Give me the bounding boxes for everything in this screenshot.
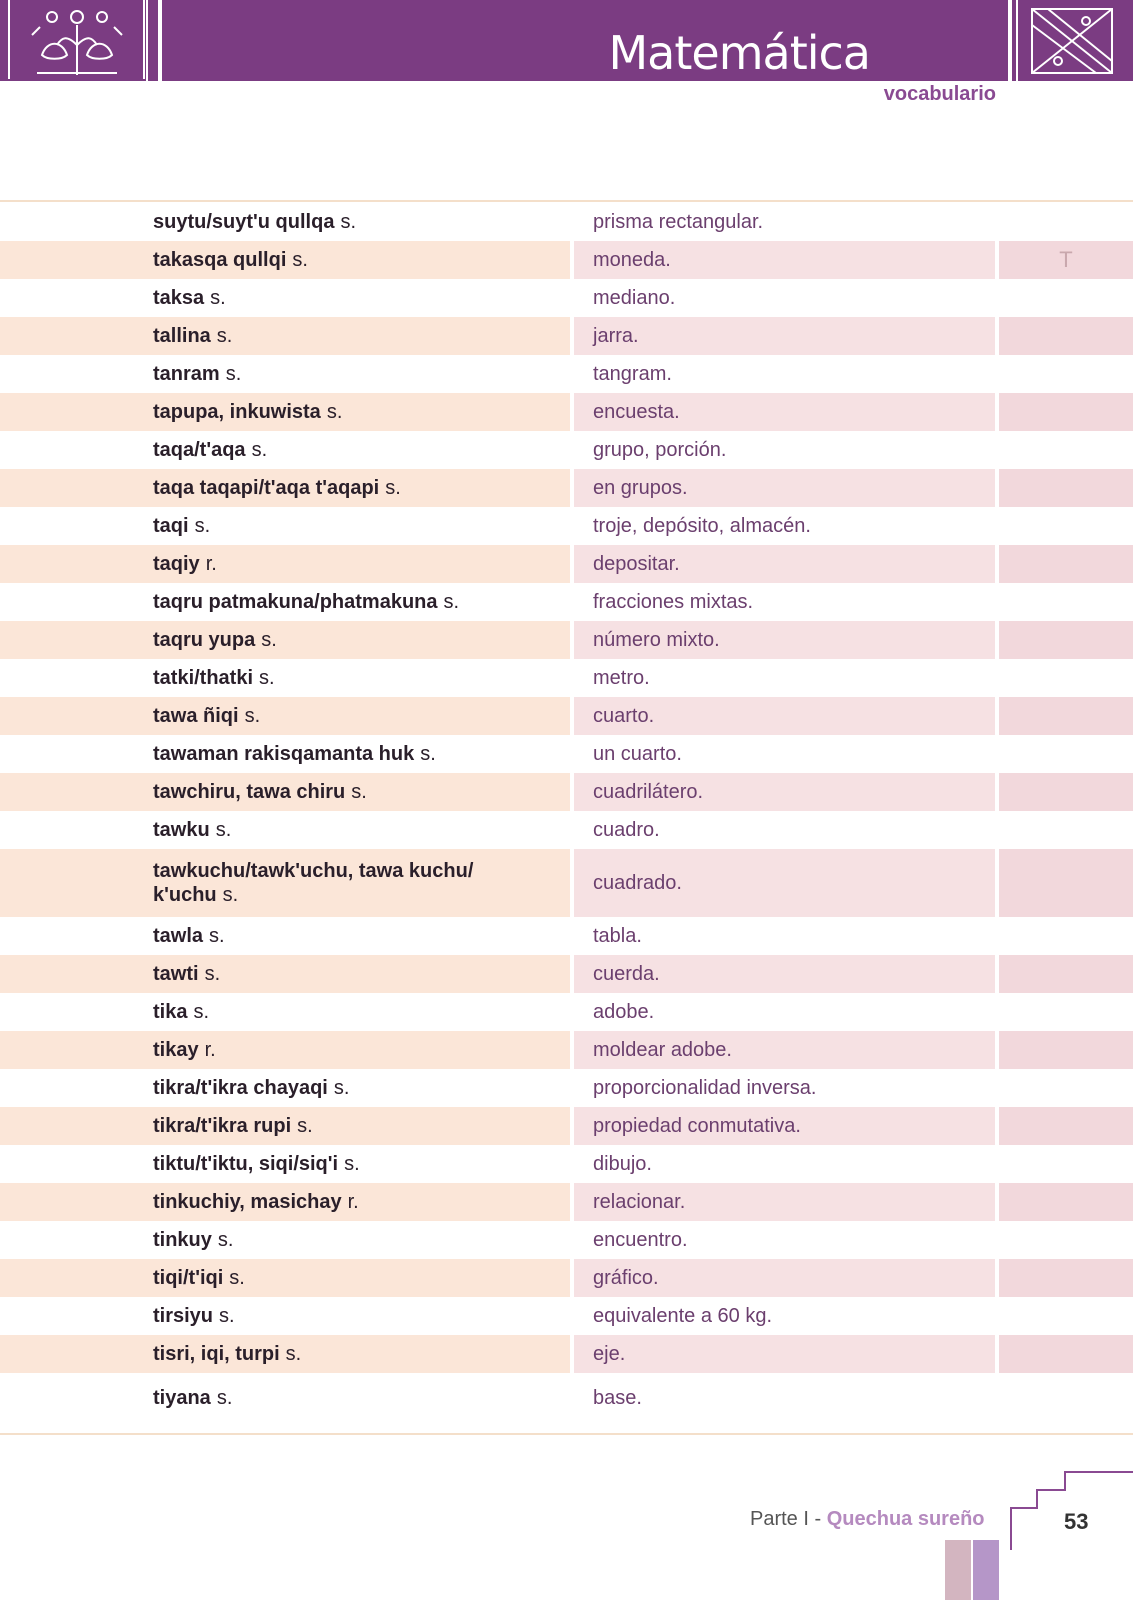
vocab-term-cell <box>0 659 573 697</box>
vocab-definition: grupo, porción. <box>593 438 727 461</box>
vocab-term-cell <box>0 735 573 773</box>
vocab-letter-tab <box>999 203 1133 241</box>
vocab-term-cell <box>0 1373 573 1423</box>
vocab-term-text <box>153 1229 233 1252</box>
footer-part-label <box>750 1508 985 1531</box>
vocab-term-cell <box>0 1183 573 1221</box>
footer-bar-right <box>973 1540 999 1600</box>
vocab-letter-tab <box>999 917 1133 955</box>
vocab-letter-tab <box>999 469 1133 507</box>
vocab-part-of-speech: s. <box>215 818 232 841</box>
vocab-term-text <box>153 325 232 348</box>
vocab-part-of-speech: s. <box>285 1342 302 1365</box>
vocab-definition: cuadrilátero. <box>573 773 999 811</box>
vocab-letter-tab <box>999 1297 1133 1335</box>
vocab-letter-tab: T <box>999 241 1133 279</box>
vocab-row <box>0 849 1133 917</box>
vocab-definition: propiedad conmutativa. <box>573 1107 999 1145</box>
vocab-letter-tab <box>999 545 1133 583</box>
vocab-term-text <box>153 515 210 538</box>
vocab-definition: cuadro. <box>593 818 660 841</box>
vocab-term: tiktu/t'iktu, siqi/siq'i <box>153 1152 339 1175</box>
vocab-definition: gráfico. <box>573 1259 999 1297</box>
vocab-term: tapupa, inkuwista <box>153 400 321 423</box>
vocab-row <box>0 811 1133 849</box>
vocab-part-of-speech: s. <box>333 1076 350 1099</box>
vocab-term: tawkuchu/tawk'uchu, tawa kuchu/ k'uchu <box>153 860 474 906</box>
vocabulary-table <box>0 203 1133 1423</box>
vocab-term-text <box>153 1115 313 1138</box>
vocab-term: tallina <box>153 324 211 347</box>
vocab-part-of-speech: s. <box>209 924 225 947</box>
header-logo-right <box>1012 0 1133 81</box>
vocab-term: taqru patmakuna/phatmakuna <box>153 590 438 613</box>
vocab-term: tisri, iqi, turpi <box>153 1342 280 1365</box>
vocab-term-cell <box>0 545 573 583</box>
vocab-term-cell <box>0 355 573 393</box>
vocab-term-cell <box>0 917 573 955</box>
vocab-term-cell <box>0 621 573 659</box>
vocab-letter-tab <box>999 279 1133 317</box>
vocab-definition: cuadrado. <box>573 849 999 917</box>
vocab-row <box>0 1373 1133 1423</box>
vocab-term-cell <box>0 697 573 735</box>
vocab-term-text <box>153 249 308 272</box>
vocab-term: tirsiyu <box>153 1304 214 1327</box>
vocab-term-text <box>153 1387 232 1410</box>
vocab-term-text <box>153 591 459 614</box>
vocab-definition: tangram. <box>593 362 672 385</box>
vocab-part-of-speech: s. <box>204 962 221 985</box>
vocab-term: taqa taqapi/t'aqa t'aqapi <box>153 476 380 499</box>
vocab-part-of-speech: s. <box>244 704 261 727</box>
vocab-term: tinkuchiy, masichay <box>153 1190 342 1213</box>
vocab-part-of-speech: s. <box>217 1228 234 1251</box>
vocab-letter-tab <box>999 1335 1133 1373</box>
vocab-row <box>0 431 1133 469</box>
vocab-part-of-speech: s. <box>225 362 242 385</box>
vocab-term: tika <box>153 1000 188 1023</box>
vocab-row <box>0 241 1133 279</box>
vocab-part-of-speech: s. <box>259 666 275 689</box>
vocab-part-of-speech: s. <box>326 400 343 423</box>
vocab-letter-tab <box>999 1259 1133 1297</box>
vocab-row <box>0 583 1133 621</box>
vocab-term-cell <box>0 1107 573 1145</box>
vocab-term: tawa ñiqi <box>153 704 239 727</box>
vocab-term-text <box>153 1305 235 1328</box>
vocab-term-text <box>153 363 241 386</box>
vocab-definition: equivalente a 60 kg. <box>593 1304 773 1327</box>
vocab-letter-tab <box>999 1183 1133 1221</box>
birds-emblem-icon <box>22 5 132 77</box>
vocab-letter-tab <box>999 735 1133 773</box>
vocab-row <box>0 1031 1133 1069</box>
vocab-part-of-speech: s. <box>229 1266 245 1289</box>
vocab-letter-tab <box>999 1069 1133 1107</box>
vocab-definition: en grupos. <box>573 469 999 507</box>
vocab-term-cell <box>0 993 573 1031</box>
vocab-term: tawla <box>153 924 204 947</box>
vocab-definition: adobe. <box>593 1000 655 1023</box>
vocab-term-text <box>153 963 220 986</box>
vocab-term-text <box>153 705 260 728</box>
vocab-letter-tab <box>999 393 1133 431</box>
vocab-definition: cuarto. <box>573 697 999 735</box>
vocab-part-of-speech: s. <box>216 1386 233 1409</box>
vocab-term-cell <box>0 1145 573 1183</box>
footer-part: Parte I - <box>750 1508 827 1530</box>
vocab-term-cell <box>0 317 573 355</box>
vocab-term: tawaman rakisqamanta huk <box>153 742 415 765</box>
vocab-definition: encuesta. <box>573 393 999 431</box>
vocab-term: taqru yupa <box>153 628 256 651</box>
vocab-part-of-speech: s. <box>351 780 367 803</box>
vocab-term-text <box>153 781 367 804</box>
vocab-letter-tab <box>999 993 1133 1031</box>
vocab-term-text <box>153 629 277 652</box>
vocab-row <box>0 1259 1133 1297</box>
vocab-letter-tab <box>999 507 1133 545</box>
vocab-row <box>0 1069 1133 1107</box>
vocab-term: taqiy <box>153 552 200 575</box>
vocab-term-cell <box>0 1069 573 1107</box>
vocab-part-of-speech: s. <box>261 628 277 651</box>
vocab-part-of-speech: s. <box>340 210 356 233</box>
vocab-letter-tab <box>999 1221 1133 1259</box>
vocab-term-cell <box>0 955 573 993</box>
vocab-letter-tab <box>999 621 1133 659</box>
vocab-definition: proporcionalidad inversa. <box>593 1076 817 1099</box>
table-bottom-rule <box>0 1433 1133 1435</box>
vocab-letter-tab <box>999 659 1133 697</box>
vocab-letter-tab <box>999 1107 1133 1145</box>
vocab-part-of-speech: s. <box>193 1000 210 1023</box>
vocab-term-cell <box>0 241 573 279</box>
vocab-letter-tab <box>999 317 1133 355</box>
vocab-part-of-speech: s. <box>219 1304 235 1327</box>
vocab-term-cell <box>0 1259 573 1297</box>
vocab-definition: encuentro. <box>593 1228 688 1251</box>
vocab-part-of-speech: r. <box>205 552 217 575</box>
vocab-term-cell <box>0 469 573 507</box>
vocab-definition: base. <box>593 1386 642 1409</box>
vocab-part-of-speech: r. <box>347 1190 359 1213</box>
vocab-row <box>0 659 1133 697</box>
vocab-letter-tab <box>999 955 1133 993</box>
geometric-emblem-icon <box>1028 5 1124 77</box>
vocab-term-cell <box>0 393 573 431</box>
vocab-term: tikra/t'ikra chayaqi <box>153 1076 328 1099</box>
vocab-term: tinkuy <box>153 1228 212 1251</box>
vocab-term: tawti <box>153 962 199 985</box>
vocab-term-text <box>153 1077 349 1100</box>
header-logo-left <box>0 0 158 81</box>
vocab-definition: prisma rectangular. <box>593 210 764 233</box>
vocab-row <box>0 735 1133 773</box>
vocab-letter-tab <box>999 1145 1133 1183</box>
vocab-row <box>0 955 1133 993</box>
vocab-part-of-speech: s. <box>297 1114 313 1137</box>
vocab-term: takasqa qullqi <box>153 248 287 271</box>
vocab-term: tiqi/t'iqi <box>153 1266 224 1289</box>
vocab-term-cell <box>0 203 573 241</box>
vocab-definition: moneda. <box>573 241 999 279</box>
vocab-definition: un cuarto. <box>593 742 682 765</box>
vocab-row <box>0 507 1133 545</box>
vocab-definition: troje, depósito, almacén. <box>593 514 811 537</box>
vocab-term-text <box>153 1153 360 1176</box>
vocab-part-of-speech: s. <box>420 742 436 765</box>
vocab-term-cell <box>0 773 573 811</box>
vocab-term: tikra/t'ikra rupi <box>153 1114 292 1137</box>
vocab-row <box>0 1335 1133 1373</box>
vocab-term-cell <box>0 1031 573 1069</box>
vocab-term: tikay <box>153 1038 199 1061</box>
vocab-part-of-speech: s. <box>216 324 233 347</box>
vocab-term-cell <box>0 431 573 469</box>
vocab-term: tiyana <box>153 1386 211 1409</box>
vocab-row <box>0 1145 1133 1183</box>
vocab-term-text <box>153 819 231 842</box>
vocab-part-of-speech: s. <box>251 438 268 461</box>
vocab-row <box>0 1297 1133 1335</box>
vocab-row <box>0 697 1133 735</box>
vocab-letter-tab <box>999 1031 1133 1069</box>
vocab-row <box>0 1221 1133 1259</box>
vocab-definition: relacionar. <box>573 1183 999 1221</box>
section-subtitle: vocabulario <box>883 83 996 105</box>
vocab-part-of-speech: s. <box>222 884 239 906</box>
vocab-term-text <box>153 743 436 766</box>
vocab-term-text <box>153 401 342 424</box>
vocab-letter-tab <box>999 583 1133 621</box>
vocab-row <box>0 993 1133 1031</box>
vocab-letter-tab <box>999 355 1133 393</box>
vocab-definition: metro. <box>593 666 650 689</box>
vocab-part-of-speech: s. <box>210 286 226 309</box>
footer-bar-left <box>945 1540 971 1600</box>
vocab-row <box>0 317 1133 355</box>
vocab-letter-tab <box>999 1373 1133 1423</box>
vocab-term-cell <box>0 1221 573 1259</box>
vocab-definition: cuerda. <box>573 955 999 993</box>
header-band <box>162 0 1008 81</box>
vocab-row <box>0 393 1133 431</box>
vocab-term-text <box>153 1001 209 1024</box>
vocab-term-cell <box>0 1335 573 1373</box>
vocab-row <box>0 355 1133 393</box>
vocab-definition: moldear adobe. <box>573 1031 999 1069</box>
footer-language: Quechua sureño <box>826 1508 985 1530</box>
vocab-part-of-speech: s. <box>292 248 308 271</box>
vocab-term-text <box>153 1267 245 1290</box>
vocab-row <box>0 917 1133 955</box>
vocab-term-cell <box>0 507 573 545</box>
vocab-letter-tab <box>999 773 1133 811</box>
vocab-term-text <box>153 211 356 234</box>
vocab-definition: dibujo. <box>593 1152 652 1175</box>
vocab-row <box>0 469 1133 507</box>
vocab-term-text <box>153 1039 216 1062</box>
vocab-row <box>0 1107 1133 1145</box>
vocab-definition: tabla. <box>593 924 642 947</box>
vocab-definition: mediano. <box>593 286 676 309</box>
vocab-term: tawku <box>153 818 210 841</box>
vocab-term-text <box>153 287 226 310</box>
vocab-letter-tab <box>999 811 1133 849</box>
vocab-part-of-speech: s. <box>194 514 211 537</box>
table-top-rule <box>0 200 1133 202</box>
vocab-part-of-speech: s. <box>443 590 460 613</box>
vocab-row <box>0 1183 1133 1221</box>
vocab-part-of-speech: s. <box>385 476 401 499</box>
vocab-row <box>0 279 1133 317</box>
vocab-term-cell <box>0 1297 573 1335</box>
vocab-definition: número mixto. <box>573 621 999 659</box>
page-title: Matemática <box>608 26 870 80</box>
vocab-term: taksa <box>153 286 205 309</box>
vocab-part-of-speech: s. <box>344 1152 360 1175</box>
vocab-row <box>0 621 1133 659</box>
vocab-part-of-speech: r. <box>204 1038 216 1061</box>
vocab-letter-tab <box>999 849 1133 917</box>
vocab-term: tanram <box>153 362 220 385</box>
vocab-term-text <box>153 553 217 576</box>
vocab-definition: jarra. <box>573 317 999 355</box>
vocab-row <box>0 773 1133 811</box>
vocab-term-text <box>153 477 401 500</box>
vocab-term-cell <box>0 849 573 917</box>
vocab-term: tawchiru, tawa chiru <box>153 780 346 803</box>
vocab-term: taqa/t'aqa <box>153 438 246 461</box>
vocab-term-text <box>153 859 513 907</box>
vocab-term-cell <box>0 279 573 317</box>
vocab-row <box>0 203 1133 241</box>
vocab-term-cell <box>0 811 573 849</box>
vocab-definition: eje. <box>573 1335 999 1373</box>
vocab-term: taqi <box>153 514 189 537</box>
page-number: 53 <box>1064 1509 1089 1534</box>
vocab-letter-tab <box>999 697 1133 735</box>
vocab-term-text <box>153 925 225 948</box>
vocab-term: suytu/suyt'u qullqa <box>153 210 335 233</box>
vocab-definition: depositar. <box>573 545 999 583</box>
vocab-term: tatki/thatki <box>153 666 254 689</box>
vocab-term-text <box>153 667 275 690</box>
vocab-row <box>0 545 1133 583</box>
vocab-term-cell <box>0 583 573 621</box>
vocab-letter-tab <box>999 431 1133 469</box>
vocab-term-text <box>153 1191 359 1214</box>
vocab-definition: fracciones mixtas. <box>593 590 754 613</box>
vocab-term-text <box>153 439 267 462</box>
vocab-term-text <box>153 1343 301 1366</box>
